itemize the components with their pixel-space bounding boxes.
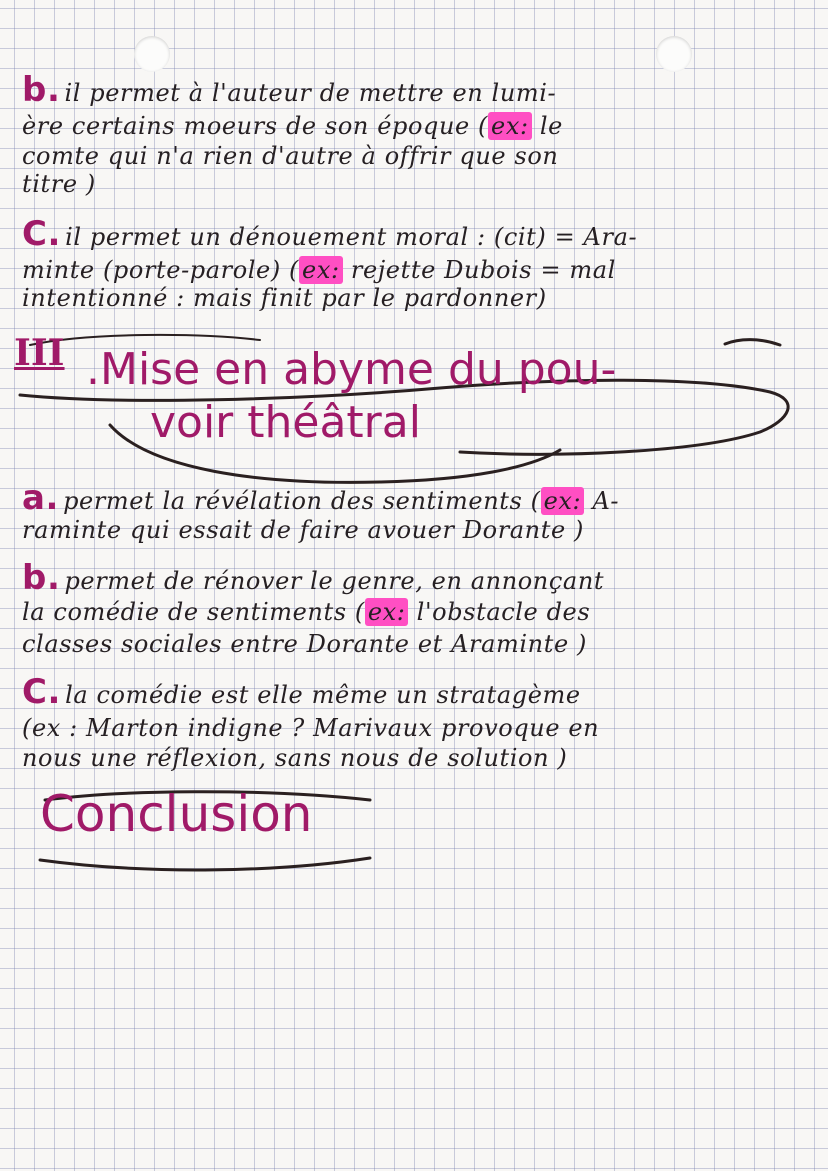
item-c3-marker: C. (22, 672, 62, 712)
ex-highlight: ex: (365, 598, 409, 626)
section-title-line-1: .Mise en abyme du pou- (86, 344, 617, 395)
item-c-marker: C. (22, 214, 62, 254)
ex-highlight: ex: (488, 112, 532, 140)
item-c3-text-3: nous une réflexion, sans nous de solution ) (22, 744, 568, 772)
item-b3-text-3: classes sociales entre Dorante et Araminte ) (22, 630, 587, 658)
item-c-text-3: intentionné : mais finit par le pardonner) (22, 284, 547, 312)
item-a3-line-1 (22, 478, 802, 518)
item-a3-text-2: raminte qui essait de faire avouer Dorante ) (22, 516, 584, 544)
item-b3-text-2a: la comédie de sentiments ( (22, 598, 365, 626)
item-a3-marker: a. (22, 478, 60, 518)
item-c-text-2b: rejette Dubois = mal (342, 256, 616, 284)
item-c3-line-1 (22, 672, 802, 712)
item-b3-line-2 (22, 600, 802, 624)
item-c3-text-2: (ex : Marton indigne ? Marivaux provoque en (22, 714, 600, 742)
item-b-marker: b. (22, 70, 61, 110)
item-b-text-3: comte qui n'a rien d'autre à offrir que son (22, 142, 559, 170)
item-b-text-1: il permet à l'auteur de mettre en lumi- (64, 79, 557, 107)
item-b-text-2a: ère certains moeurs de son époque ( (22, 112, 489, 140)
item-b3-text-1: permet de rénover le genre, en annonçant (64, 567, 605, 595)
section-numeral: III (14, 332, 65, 374)
item-b3-text-2b: l'obstacle des (408, 598, 591, 626)
item-c-text-2a: minte (porte-parole) ( (22, 256, 300, 284)
section-title-line-2: voir théâtral (150, 397, 421, 448)
conclusion-heading: Conclusion (40, 785, 313, 843)
item-b3-marker: b. (22, 558, 61, 598)
item-c-text-1: il permet un dénouement moral : (cit) = Ara- (65, 223, 638, 251)
item-b3-line-3 (22, 632, 802, 656)
item-c3-line-2 (22, 716, 802, 740)
item-c3-text-1: la comédie est elle même un stratagème (65, 681, 581, 709)
ex-highlight: ex: (541, 487, 585, 515)
item-b3-line-1 (22, 558, 802, 598)
item-c3-line-3 (22, 746, 802, 770)
item-a3-line-2 (22, 518, 802, 542)
item-a3-text-1b: A- (584, 487, 620, 515)
item-b-text-2b: le (531, 112, 563, 140)
item-b-text-4: titre ) (22, 170, 96, 198)
item-a3-text-1a: permet la révélation des sentiments ( (63, 487, 541, 515)
ex-highlight: ex: (299, 256, 343, 284)
